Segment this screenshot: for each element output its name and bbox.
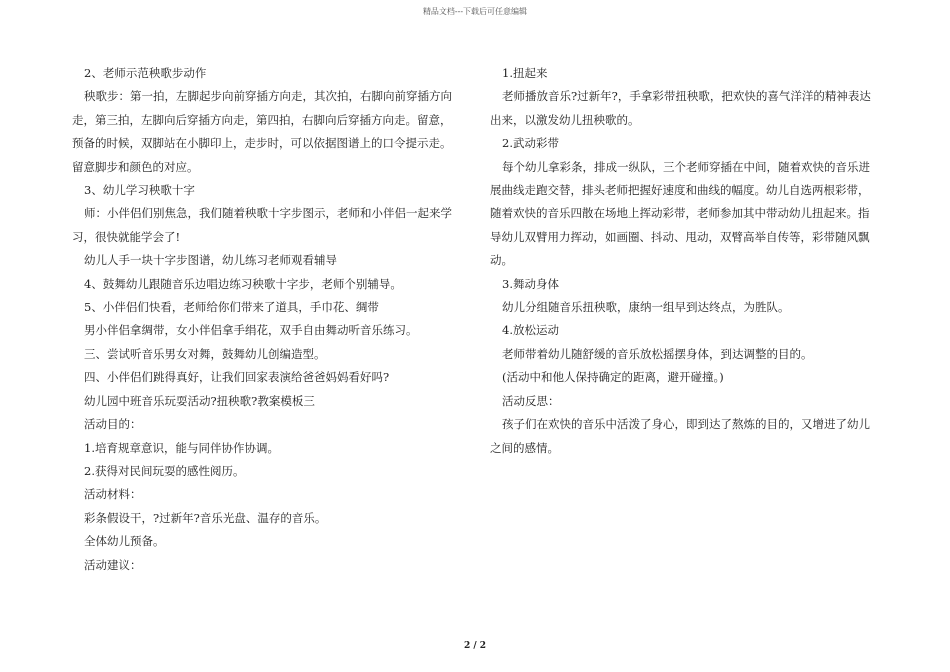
paragraph-ribbon-dance: 每个幼儿拿彩条，排成一纵队，三个老师穿插在中间，随着欢快的音乐进展曲线走跑交替，排头老师把握好速度和曲线的幅度。幼儿自选两根彩带，随着欢快的音乐四散在场地上挥动彩带，老师参加其中带动幼儿扭起来。指导幼儿双臂用力挥动，如画圈、抖动、甩动，双臂高举自传等，彩带随风飘动。 bbox=[490, 159, 870, 268]
goal-item-2: 2.获得对民间玩耍的感性阅历。 bbox=[84, 463, 245, 478]
heading-teacher-demo: 2、老师示范秧歌步动作 bbox=[84, 66, 207, 80]
heading-props: 5、小伴侣们快看，老师给你们带来了道具，手巾花、绸带 bbox=[84, 300, 379, 315]
materials-item-1: 彩条假设干，?过新年?音乐光盘、温存的音乐。 bbox=[84, 510, 327, 525]
page-header: 精品文档---下载后可任意编辑 bbox=[422, 7, 528, 16]
page-number: 2 / 2 bbox=[463, 641, 487, 651]
heading-template-three: 幼儿园中班音乐玩耍活动?扭秧歌?教案模板三 bbox=[84, 393, 315, 408]
paragraph-step-description: 秧歌步：第一拍，左脚起步向前穿插方向走，其次拍，右脚向前穿插方向走，第三拍，左脚向后穿插方向走，第四拍，右脚向后穿插方向走。留意，预备的时候，双脚站在小脚印上，走步时，可以依据图谱上的口令提示走。留意脚步和颜色的对应。 bbox=[72, 89, 452, 174]
heading-perform-home: 四、小伴侣们跳得真好，让我们回家表演给爸爸妈妈看好吗? bbox=[84, 370, 390, 385]
paragraph-group-dance: 幼儿分组随音乐扭秧歌，康纳一组早到达终点，为胜队。 bbox=[502, 300, 790, 315]
paragraph-practice: 幼儿人手一块十字步图谱，幼儿练习老师观看辅导 bbox=[84, 253, 337, 268]
label-activity-materials: 活动材料： bbox=[84, 487, 142, 502]
heading-pair-dance: 三、尝试听音乐男女对舞，鼓舞幼儿创编造型。 bbox=[84, 346, 326, 361]
paragraph-props-usage: 男小伴侣拿绸带，女小伴侣拿手绢花，双手自由舞动听音乐练习。 bbox=[84, 323, 418, 338]
heading-learn-cross-step: 3、幼儿学习秧歌十字 bbox=[84, 183, 195, 198]
paragraph-relax: 老师带着幼儿随舒缓的音乐放松摇摆身体，到达调整的目的。 bbox=[502, 346, 813, 361]
label-activity-suggestions: 活动建议： bbox=[84, 557, 142, 572]
paragraph-reflection: 孩子们在欢快的音乐中活泼了身心，即到达了熬炼的目的，又增进了幼儿之间的感情。 bbox=[490, 417, 870, 455]
right-column bbox=[490, 62, 873, 460]
heading-ribbon-dance: 2.武动彩带 bbox=[502, 136, 559, 151]
goal-item-1: 1.培育规章意识，能与同伴协作协调。 bbox=[84, 440, 279, 455]
heading-twist-up: 1.扭起来 bbox=[502, 66, 548, 80]
heading-relax: 4.放松运动 bbox=[502, 323, 559, 338]
paragraph-play-music: 老师播放音乐?过新年?，手拿彩带扭秧歌，把欢快的喜气洋洋的精神表达出来，以激发幼儿扭秧歌的。 bbox=[490, 89, 871, 127]
label-activity-goals: 活动目的： bbox=[84, 417, 142, 432]
heading-move-body: 3.舞动身体 bbox=[502, 276, 559, 291]
materials-item-2: 全体幼儿预备。 bbox=[84, 534, 165, 549]
label-reflection: 活动反思： bbox=[502, 393, 560, 408]
left-column bbox=[72, 62, 458, 577]
paragraph-safety-note: (活动中和他人保持确定的距离，避开碰撞。) bbox=[502, 370, 724, 385]
paragraph-teacher-speech: 师：小伴侣们别焦急，我们随着秧歌十字步图示，老师和小伴侣一起来学习，很快就能学会了! bbox=[72, 206, 452, 244]
heading-encourage-practice: 4、鼓舞幼儿跟随音乐边唱边练习秧歌十字步，老师个别辅导。 bbox=[84, 276, 402, 291]
